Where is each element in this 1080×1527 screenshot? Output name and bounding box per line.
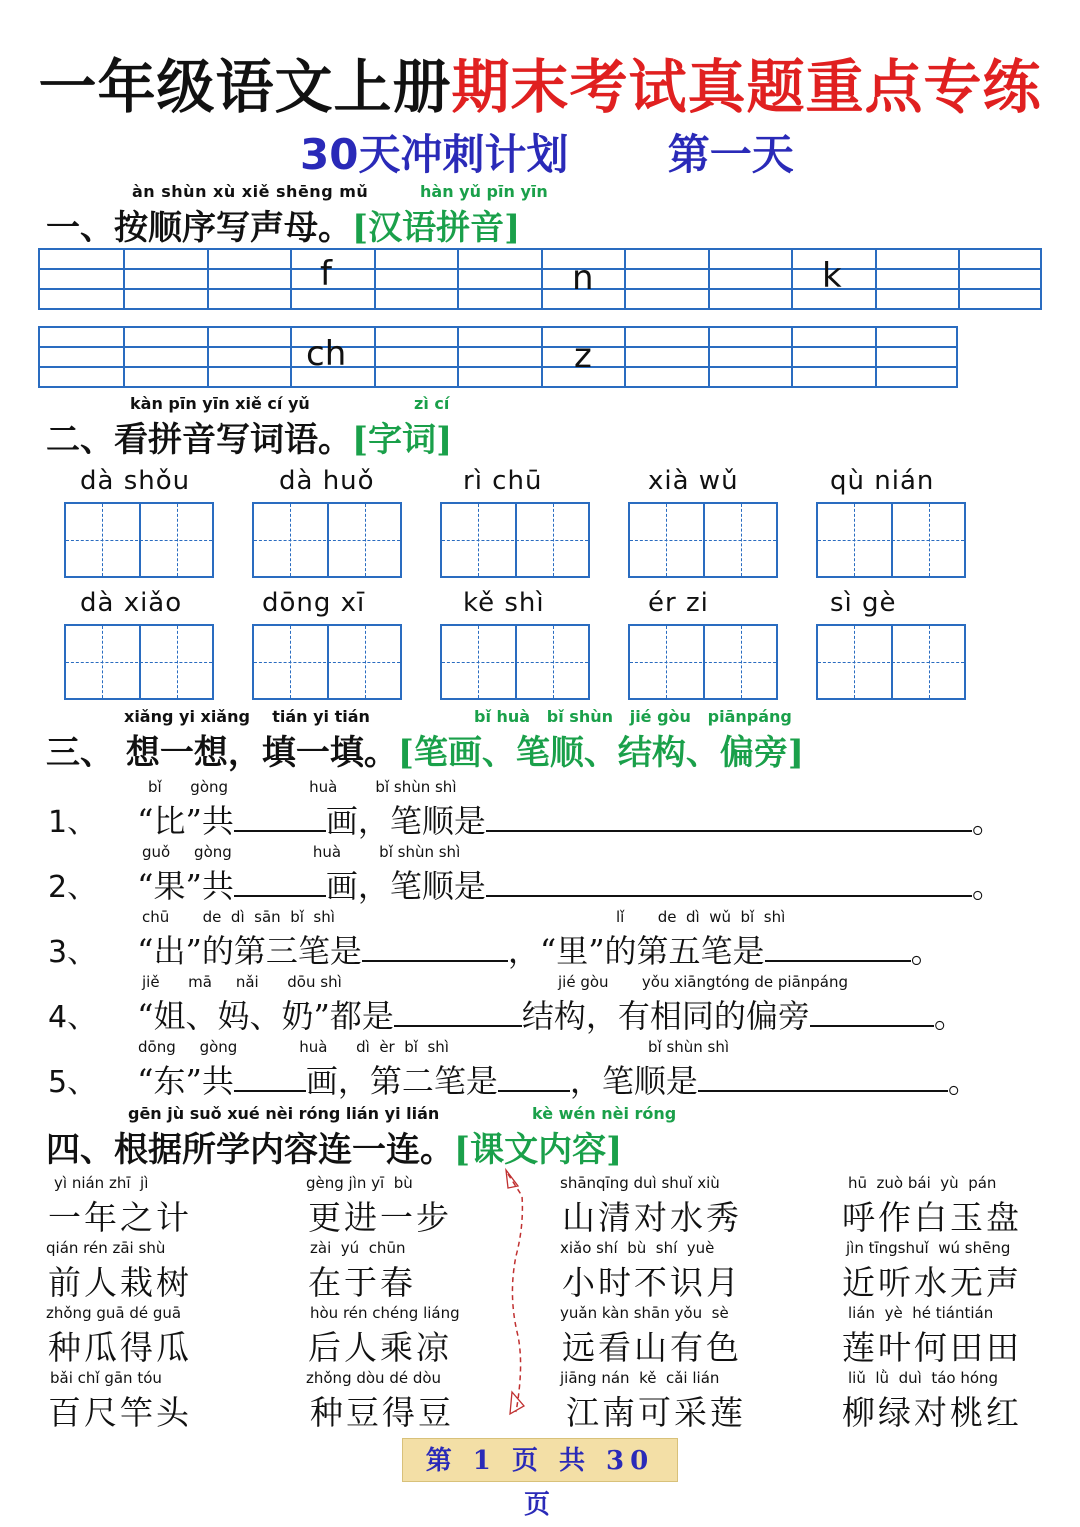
word-pinyin: kě shì bbox=[463, 588, 545, 618]
answer-blank[interactable] bbox=[486, 867, 972, 897]
phrase-pinyin: xiǎo shí bù shí yuè bbox=[560, 1239, 715, 1257]
phrase-pinyin: yuǎn kàn shān yǒu sè bbox=[560, 1304, 729, 1322]
phrase-pinyin: jìn tīngshuǐ wú shēng bbox=[846, 1239, 1011, 1257]
phrase-item[interactable]: 江南可采莲 bbox=[566, 1393, 746, 1432]
tian-grid[interactable] bbox=[252, 502, 402, 578]
word-pinyin: sì gè bbox=[830, 588, 897, 618]
page-subtitle bbox=[300, 122, 794, 182]
tian-grid[interactable] bbox=[628, 502, 778, 578]
word-pinyin: rì chū bbox=[463, 466, 543, 496]
initial-letter: n bbox=[572, 258, 594, 298]
question-3: 3、 “出”的第三笔是 ，“里”的第五笔是 。 bbox=[48, 932, 943, 970]
answer-blank[interactable] bbox=[498, 1062, 570, 1092]
phrase-pinyin: qián rén zāi shù bbox=[46, 1239, 166, 1257]
page-title: 一年级语文上册期末考试真题重点专练 bbox=[38, 53, 1042, 121]
tian-grid[interactable] bbox=[252, 624, 402, 700]
subtitle-day: 第一天 bbox=[667, 130, 794, 179]
word-pinyin: dà xiǎo bbox=[80, 588, 183, 618]
word-pinyin: xià wǔ bbox=[648, 466, 739, 496]
phrase-pinyin: shānqīng duì shuǐ xiù bbox=[560, 1174, 720, 1192]
phrase-pinyin: gèng jìn yī bù bbox=[306, 1174, 413, 1192]
question-pinyin: bǐ shùn shì bbox=[648, 1038, 730, 1056]
tian-grid[interactable] bbox=[64, 502, 214, 578]
section4-pinyin: gēn jù suǒ xué nèi róng lián yi lián bbox=[128, 1104, 440, 1123]
page-number: 第 1 页 共 30 页 bbox=[402, 1438, 678, 1482]
answer-blank[interactable] bbox=[234, 1062, 306, 1092]
phrase-item[interactable]: 种豆得豆 bbox=[310, 1393, 454, 1432]
initial-letter: k bbox=[822, 256, 842, 296]
section1-tag-pinyin: hàn yǔ pīn yīn bbox=[420, 182, 548, 201]
question-pinyin: guǒ gòng huà bǐ shùn shì bbox=[142, 843, 461, 861]
tian-grid[interactable] bbox=[64, 624, 214, 700]
word-pinyin: dà shǒu bbox=[80, 466, 191, 496]
section4-heading: 四、根据所学内容连一连。[课文内容] bbox=[46, 1130, 623, 1170]
tian-grid[interactable] bbox=[440, 502, 590, 578]
tian-grid[interactable] bbox=[816, 502, 966, 578]
answer-blank[interactable] bbox=[394, 997, 522, 1027]
phrase-item[interactable]: 山清对水秀 bbox=[562, 1198, 742, 1237]
initial-letter: ch bbox=[306, 334, 347, 374]
section3-tag-pinyin: bǐ huà bǐ shùn jié gòu piānpáng bbox=[474, 707, 792, 726]
section2-pinyin: kàn pīn yīn xiě cí yǔ bbox=[130, 394, 310, 413]
question-5: 5、 “东”共 画，第二笔是 ，笔顺是 。 bbox=[48, 1062, 980, 1100]
phrase-item[interactable]: 前人栽树 bbox=[48, 1263, 192, 1302]
question-pinyin: jié gòu yǒu xiāngtóng de piānpáng bbox=[558, 973, 849, 991]
question-4: 4、 “姐、妈、奶”都是 结构，有相同的偏旁 。 bbox=[48, 997, 966, 1035]
phrase-pinyin: zhǒng guā dé guā bbox=[46, 1304, 182, 1322]
section2-tag-pinyin: zì cí bbox=[414, 394, 450, 413]
phrase-pinyin: zhǒng dòu dé dòu bbox=[306, 1369, 442, 1387]
phrase-item[interactable]: 更进一步 bbox=[308, 1198, 452, 1237]
question-pinyin: jiě mā nǎi dōu shì bbox=[142, 973, 342, 991]
phrase-pinyin: lián yè hé tiántián bbox=[848, 1304, 994, 1322]
question-pinyin: lǐ de dì wǔ bǐ shì bbox=[616, 908, 786, 926]
phrase-pinyin: bǎi chǐ gān tóu bbox=[50, 1369, 162, 1387]
word-pinyin: qù nián bbox=[830, 466, 935, 496]
question-1: 1、 “比”共 画，笔顺是 。 bbox=[48, 802, 1004, 840]
answer-blank[interactable] bbox=[486, 802, 972, 832]
answer-blank[interactable] bbox=[362, 932, 508, 962]
phrase-item[interactable]: 远看山有色 bbox=[562, 1328, 742, 1367]
question-pinyin: bǐ gòng huà bǐ shùn shì bbox=[148, 778, 457, 796]
phrase-pinyin: hòu rén chéng liáng bbox=[310, 1304, 460, 1322]
phrase-pinyin: hū zuò bái yù pán bbox=[848, 1174, 997, 1192]
phrase-item[interactable]: 呼作白玉盘 bbox=[842, 1198, 1022, 1237]
phrase-item[interactable]: 一年之计 bbox=[48, 1198, 192, 1237]
initial-letter: f bbox=[320, 254, 332, 294]
answer-blank[interactable] bbox=[810, 997, 934, 1027]
phrase-pinyin: jiāng nán kě cǎi lián bbox=[560, 1369, 720, 1387]
word-pinyin: dōng xī bbox=[262, 588, 366, 618]
tian-grid[interactable] bbox=[440, 624, 590, 700]
answer-blank[interactable] bbox=[234, 867, 326, 897]
phrase-item[interactable]: 在于春 bbox=[308, 1263, 416, 1302]
answer-blank[interactable] bbox=[765, 932, 911, 962]
section2-heading: 二、看拼音写词语。[字词] bbox=[46, 420, 453, 460]
word-pinyin: ér zi bbox=[648, 588, 709, 618]
section4-tag-pinyin: kè wén nèi róng bbox=[532, 1104, 677, 1123]
section3-pinyin: xiǎng yi xiǎng tián yi tián bbox=[124, 707, 370, 726]
phrase-pinyin: yì nián zhī jì bbox=[54, 1174, 149, 1192]
phrase-item[interactable]: 近听水无声 bbox=[842, 1263, 1022, 1302]
initial-letter: z bbox=[574, 336, 592, 376]
section1-heading: 一、按顺序写声母。[汉语拼音] bbox=[46, 208, 521, 248]
phrase-item[interactable]: 柳绿对桃红 bbox=[842, 1393, 1022, 1432]
section3-heading: 三、 想一想，填一填。[笔画、笔顺、结构、偏旁] bbox=[46, 733, 805, 773]
phrase-item[interactable]: 小时不识月 bbox=[562, 1263, 742, 1302]
phrase-item[interactable]: 种瓜得瓜 bbox=[48, 1328, 192, 1367]
four-line-grid-row1 bbox=[38, 248, 1042, 310]
tian-grid[interactable] bbox=[816, 624, 966, 700]
phrase-pinyin: zài yú chūn bbox=[310, 1239, 406, 1257]
question-pinyin: chū de dì sān bǐ shì bbox=[142, 908, 335, 926]
phrase-item[interactable]: 莲叶何田田 bbox=[842, 1328, 1022, 1367]
tian-grid[interactable] bbox=[628, 624, 778, 700]
answer-blank[interactable] bbox=[234, 802, 326, 832]
question-pinyin: dōng gòng huà dì èr bǐ shì bbox=[138, 1038, 449, 1056]
section1-pinyin: àn shùn xù xiě shēng mǔ bbox=[132, 182, 369, 201]
phrase-item[interactable]: 后人乘凉 bbox=[308, 1328, 452, 1367]
four-line-grid-row2 bbox=[38, 326, 958, 388]
phrase-item[interactable]: 百尺竿头 bbox=[48, 1393, 192, 1432]
word-pinyin: dà huǒ bbox=[279, 466, 375, 496]
subtitle-plan: 30天冲刺计划 bbox=[300, 130, 569, 179]
question-2: 2、 “果”共 画，笔顺是 。 bbox=[48, 867, 1004, 905]
connecting-line bbox=[494, 1166, 534, 1422]
phrase-pinyin: liǔ lǜ duì táo hóng bbox=[848, 1369, 999, 1387]
answer-blank[interactable] bbox=[698, 1062, 948, 1092]
